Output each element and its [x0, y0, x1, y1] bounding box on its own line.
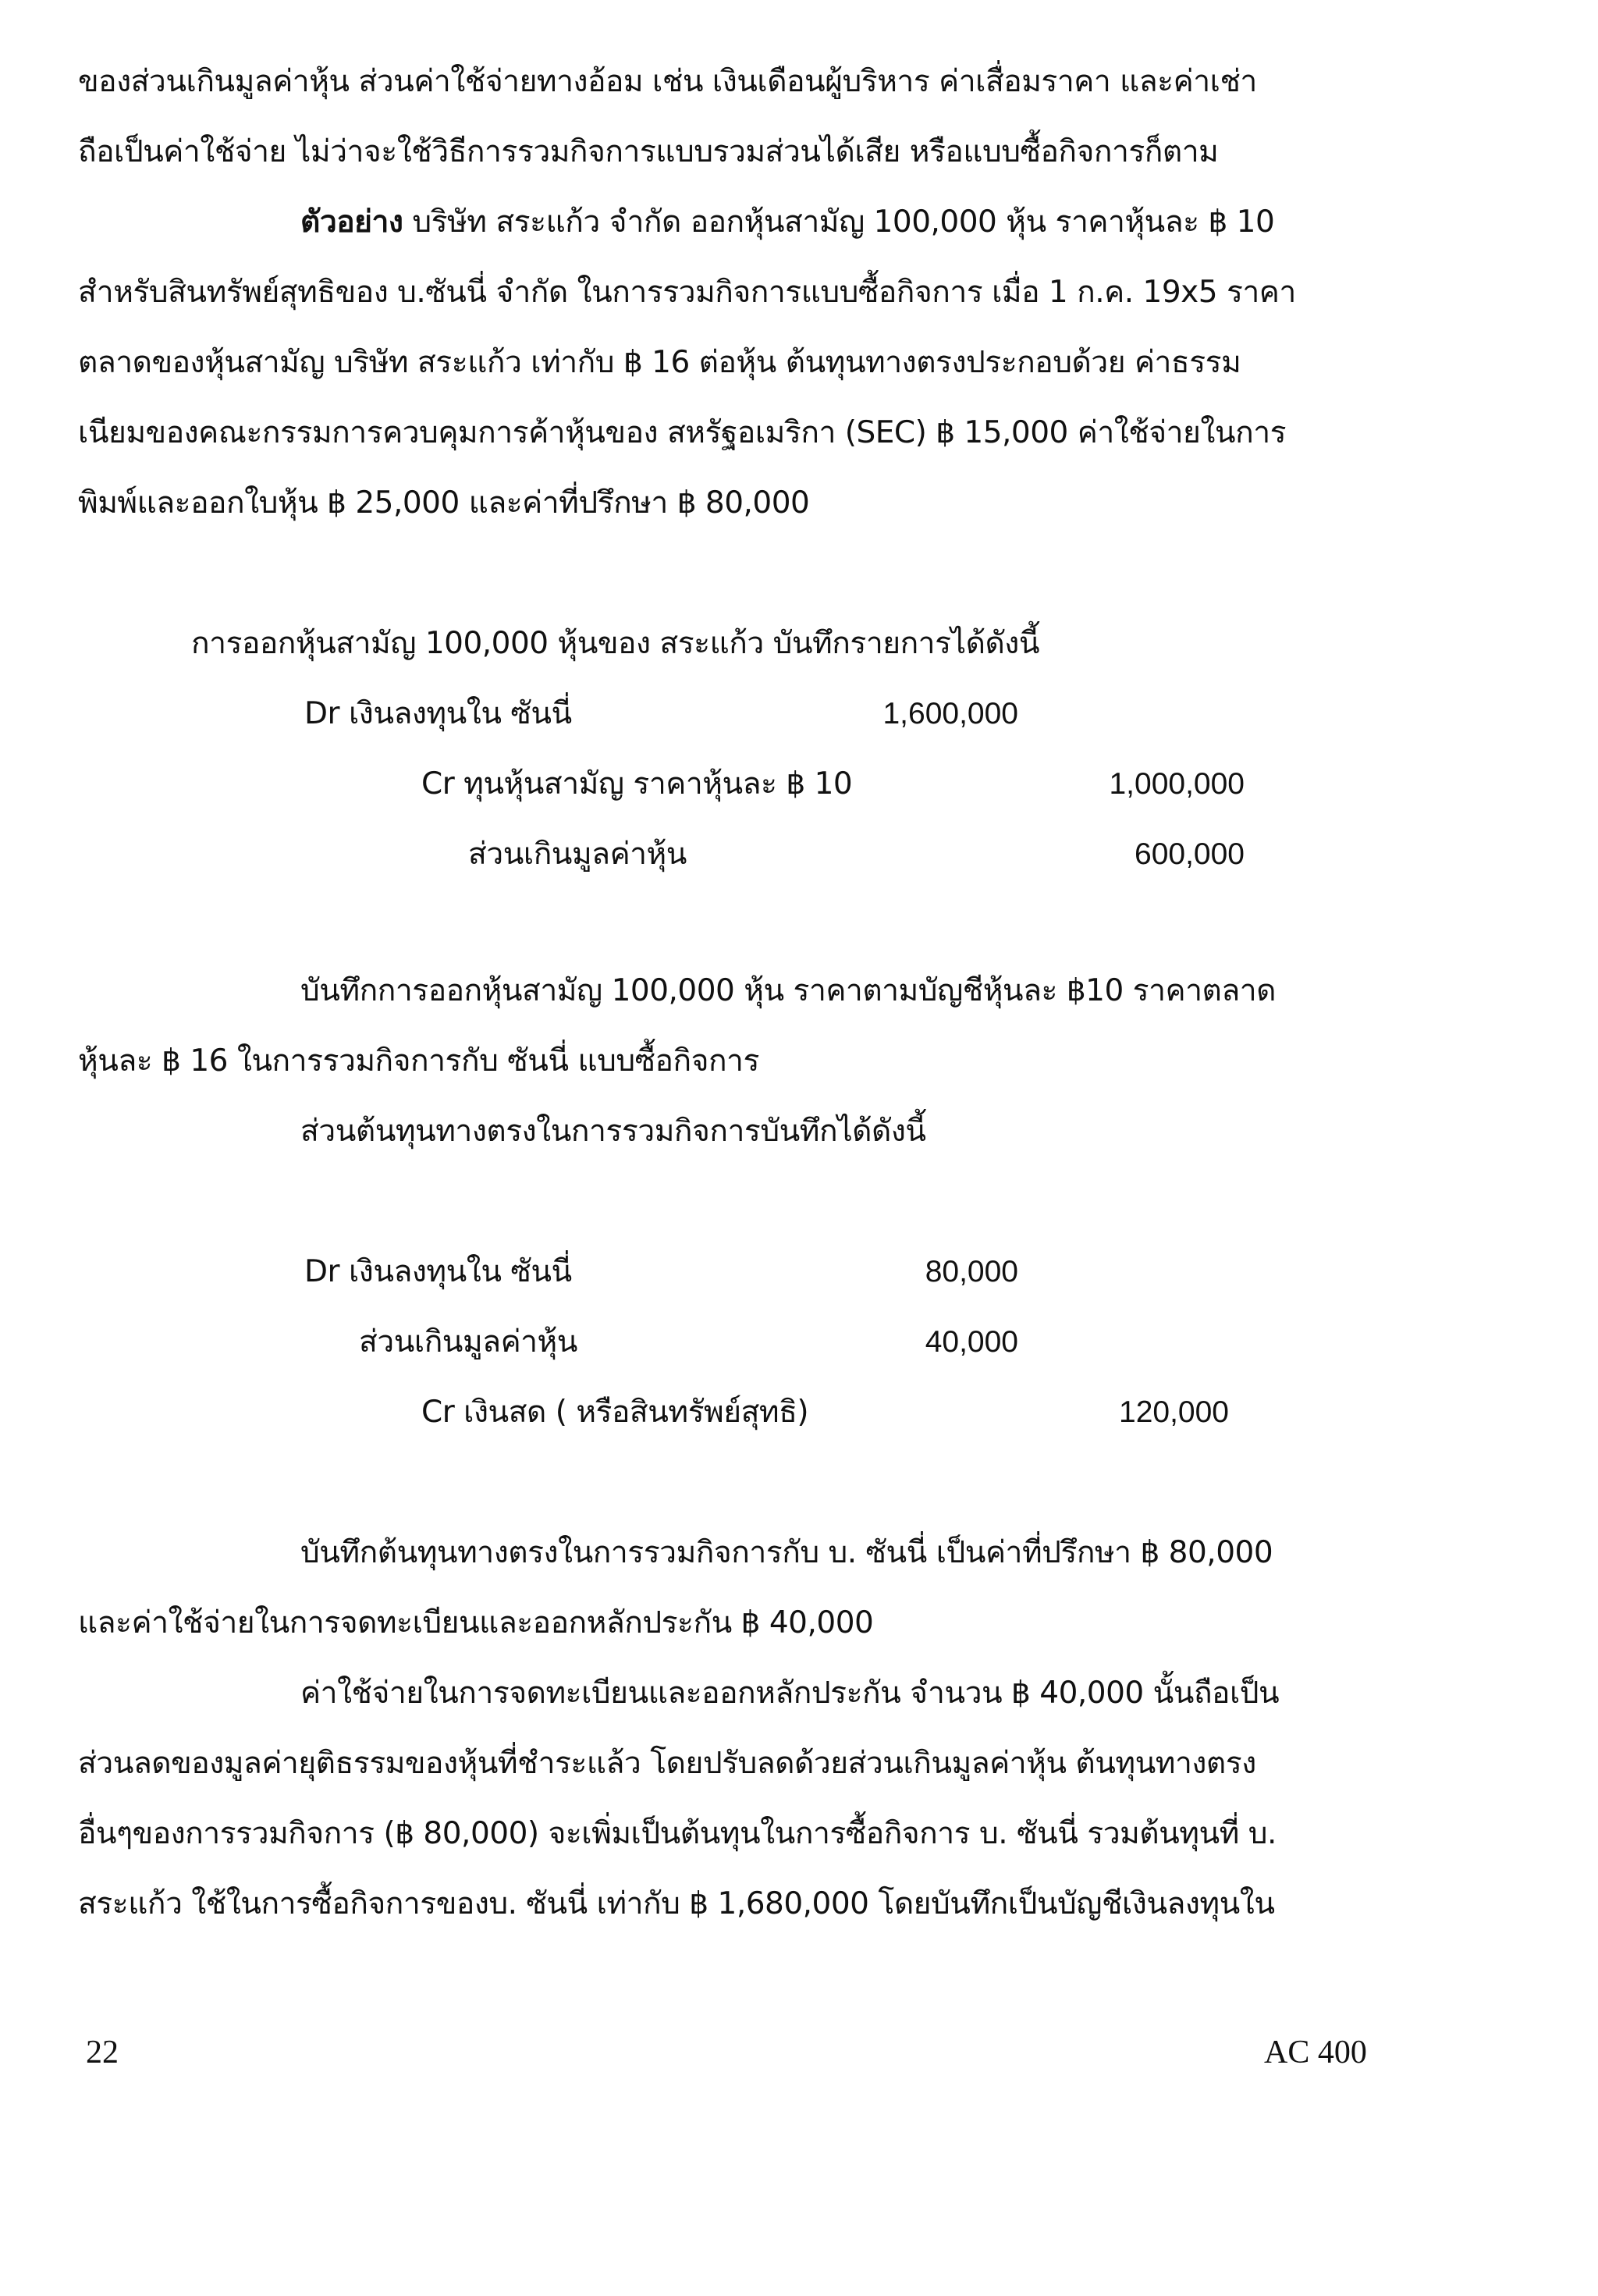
journal-account: Dr เงินลงทุนใน ซันนี่ — [304, 1254, 572, 1289]
example-line: พิมพ์และออกใบหุ้น ฿ 25,000 และค่าที่ปรึกษา ฿ 80,000 — [78, 485, 810, 521]
journal-account: Cr เงินสด ( หรือสินทรัพย์สุทธิ) — [421, 1395, 809, 1430]
entry-explanation: ส่วนต้นทุนทางตรงในการรวมกิจการบันทึกได้ดังนี้ — [300, 1114, 926, 1149]
journal-debit: 1,600,000 — [882, 697, 1018, 730]
paragraph-line: สระแก้ว ใช้ในการซื้อกิจการของบ. ซันนี่ เท่ากับ ฿ 1,680,000 โดยบันทึกเป็นบัญชีเงินลงทุนใน — [78, 1886, 1275, 1921]
journal-debit: 80,000 — [925, 1255, 1018, 1288]
example-line: เนียมของคณะกรรมการควบคุมการค้าหุ้นของ สหรัฐอเมริกา (SEC) ฿ 15,000 ค่าใช้จ่ายในการ — [78, 415, 1287, 450]
journal-credit: 600,000 — [1135, 837, 1245, 871]
journal-account: Cr ทุนหุ้นสามัญ ราคาหุ้นละ ฿ 10 — [421, 766, 853, 801]
example-line: ตลาดของหุ้นสามัญ บริษัท สระแก้ว เท่ากับ ฿ 16 ต่อหุ้น ต้นทุนทางตรงประกอบด้วย ค่าธรรม — [78, 345, 1241, 380]
paragraph-line: ส่วนลดของมูลค่ายุติธรรมของหุ้นที่ชำระแล้ว โดยปรับลดด้วยส่วนเกินมูลค่าหุ้น ต้นทุนทางตรง — [78, 1746, 1256, 1781]
journal-credit: 1,000,000 — [1109, 767, 1245, 801]
example-text: บริษัท สระแก้ว จำกัด ออกหุ้นสามัญ 100,000 หุ้น ราคาหุ้นละ ฿ 10 — [412, 204, 1275, 240]
course-code: AC 400 — [1264, 2035, 1367, 2070]
entry-explanation: และค่าใช้จ่ายในการจดทะเบียนและออกหลักประกัน ฿ 40,000 — [78, 1605, 874, 1640]
entry-explanation: บันทึกต้นทุนทางตรงในการรวมกิจการกับ บ. ซันนี่ เป็นค่าที่ปรึกษา ฿ 80,000 — [300, 1535, 1273, 1570]
journal-account: Dr เงินลงทุนใน ซันนี่ — [304, 696, 572, 731]
entry-explanation: บันทึกการออกหุ้นสามัญ 100,000 หุ้น ราคาตามบัญชีหุ้นละ ฿10 ราคาตลาด — [300, 973, 1276, 1008]
journal-account: ส่วนเกินมูลค่าหุ้น — [468, 837, 687, 872]
entry-intro: การออกหุ้นสามัญ 100,000 หุ้นของ สระแก้ว บันทึกรายการได้ดังนี้ — [191, 626, 1039, 661]
journal-debit: 40,000 — [925, 1325, 1018, 1359]
journal-credit: 120,000 — [1119, 1395, 1229, 1429]
paragraph-line: ถือเป็นค่าใช้จ่าย ไม่ว่าจะใช้วิธีการรวมกิจการแบบรวมส่วนได้เสีย หรือแบบซื้อกิจการก็ตาม — [78, 134, 1219, 169]
example-line — [300, 203, 1274, 242]
journal-account: ส่วนเกินมูลค่าหุ้น — [359, 1324, 577, 1359]
example-line: สำหรับสินทรัพย์สุทธิของ บ.ซันนี่ จำกัด ในการรวมกิจการแบบซื้อกิจการ เมื่อ 1 ก.ค. 19x5 ราคา — [78, 275, 1296, 310]
paragraph-line: ค่าใช้จ่ายในการจดทะเบียนและออกหลักประกัน จำนวน ฿ 40,000 นั้นถือเป็น — [300, 1676, 1280, 1711]
page-number: 22 — [86, 2035, 119, 2070]
paragraph-line: ของส่วนเกินมูลค่าหุ้น ส่วนค่าใช้จ่ายทางอ้อม เช่น เงินเดือนผู้บริหาร ค่าเสื่อมราคา และค่าเช่า — [78, 64, 1257, 99]
example-label: ตัวอย่าง — [300, 204, 403, 240]
paragraph-line: อื่นๆของการรวมกิจการ (฿ 80,000) จะเพิ่มเป็นต้นทุนในการซื้อกิจการ บ. ซันนี่ รวมต้นทุนที่ บ. — [78, 1816, 1277, 1851]
entry-explanation: หุ้นละ ฿ 16 ในการรวมกิจการกับ ซันนี่ แบบซื้อกิจการ — [78, 1043, 759, 1079]
